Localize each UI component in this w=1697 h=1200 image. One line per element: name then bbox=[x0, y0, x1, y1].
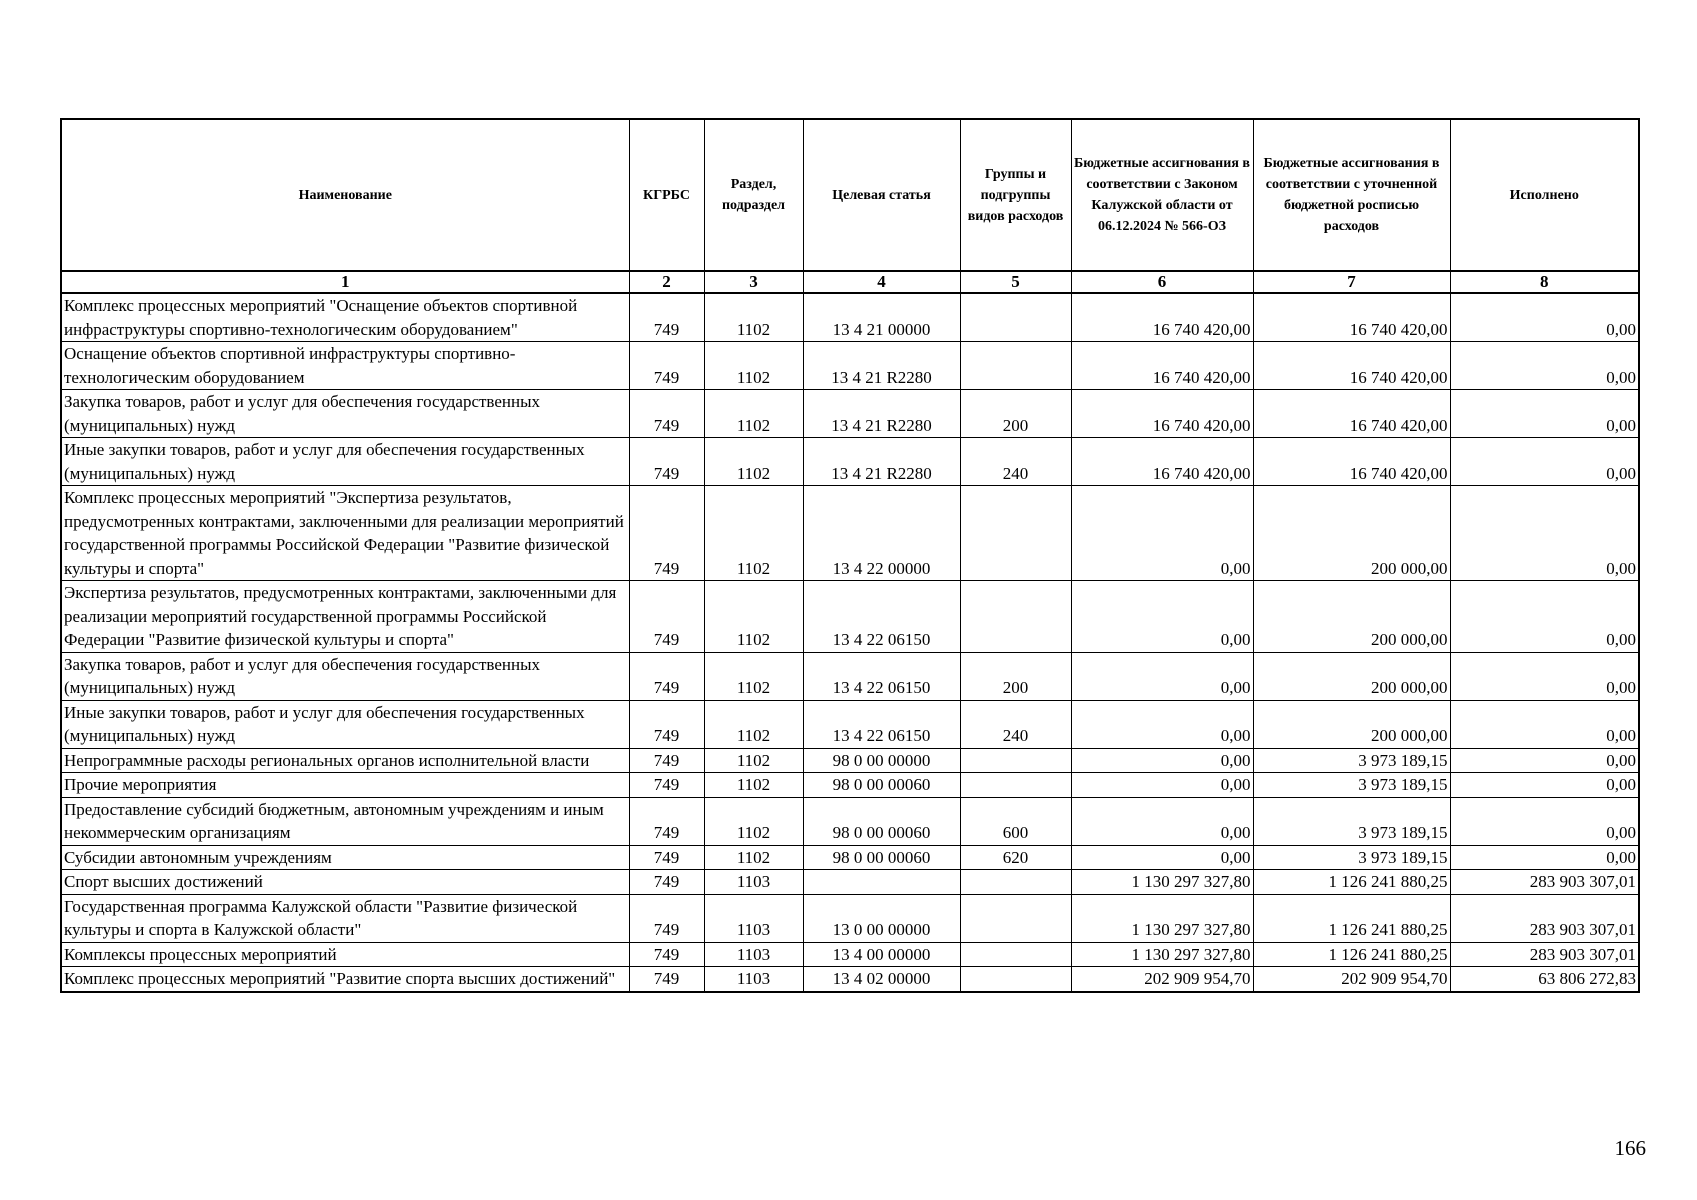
cell-name: Комплекс процессных мероприятий "Оснащение объектов спортивной инфраструктуры спортивно-технологическим оборудованием" bbox=[61, 293, 629, 342]
cell-kgrbs: 749 bbox=[629, 438, 704, 486]
cell-razdel: 1102 bbox=[704, 845, 803, 870]
cell-refined: 3 973 189,15 bbox=[1253, 748, 1450, 773]
cell-executed: 0,00 bbox=[1450, 342, 1639, 390]
cell-kgrbs: 749 bbox=[629, 700, 704, 748]
cell-name: Субсидии автономным учреждениям bbox=[61, 845, 629, 870]
cell-statya: 98 0 00 00060 bbox=[803, 773, 960, 798]
cell-razdel: 1103 bbox=[704, 894, 803, 942]
cell-refined: 3 973 189,15 bbox=[1253, 797, 1450, 845]
cell-statya: 13 4 02 00000 bbox=[803, 967, 960, 992]
column-number: 8 bbox=[1450, 271, 1639, 293]
column-number: 1 bbox=[61, 271, 629, 293]
cell-executed: 0,00 bbox=[1450, 797, 1639, 845]
cell-statya: 13 4 21 R2280 bbox=[803, 390, 960, 438]
cell-refined: 202 909 954,70 bbox=[1253, 967, 1450, 992]
cell-vid: 200 bbox=[960, 390, 1071, 438]
cell-vid: 600 bbox=[960, 797, 1071, 845]
cell-name: Непрограммные расходы региональных органов исполнительной власти bbox=[61, 748, 629, 773]
cell-razdel: 1102 bbox=[704, 748, 803, 773]
cell-razdel: 1102 bbox=[704, 293, 803, 342]
cell-razdel: 1102 bbox=[704, 652, 803, 700]
cell-executed: 63 806 272,83 bbox=[1450, 967, 1639, 992]
cell-kgrbs: 749 bbox=[629, 942, 704, 967]
cell-razdel: 1102 bbox=[704, 390, 803, 438]
column-number: 6 bbox=[1071, 271, 1253, 293]
header-kgrbs: КГРБС bbox=[629, 119, 704, 271]
cell-vid bbox=[960, 486, 1071, 581]
header-executed: Исполнено bbox=[1450, 119, 1639, 271]
cell-vid bbox=[960, 581, 1071, 653]
cell-vid bbox=[960, 870, 1071, 895]
column-number-row bbox=[61, 271, 1639, 293]
cell-executed: 0,00 bbox=[1450, 748, 1639, 773]
header-name: Наименование bbox=[61, 119, 629, 271]
cell-razdel: 1103 bbox=[704, 967, 803, 992]
header-row bbox=[61, 119, 1639, 271]
cell-razdel: 1102 bbox=[704, 581, 803, 653]
cell-law: 1 130 297 327,80 bbox=[1071, 942, 1253, 967]
cell-statya: 98 0 00 00060 bbox=[803, 845, 960, 870]
cell-name: Предоставление субсидий бюджетным, автономным учреждениям и иным некоммерческим организациям bbox=[61, 797, 629, 845]
cell-refined: 16 740 420,00 bbox=[1253, 390, 1450, 438]
cell-executed: 0,00 bbox=[1450, 581, 1639, 653]
cell-kgrbs: 749 bbox=[629, 967, 704, 992]
cell-executed: 0,00 bbox=[1450, 773, 1639, 798]
cell-refined: 16 740 420,00 bbox=[1253, 438, 1450, 486]
cell-vid bbox=[960, 342, 1071, 390]
budget-table-container bbox=[60, 118, 1638, 993]
cell-vid bbox=[960, 894, 1071, 942]
cell-executed: 0,00 bbox=[1450, 652, 1639, 700]
cell-law: 0,00 bbox=[1071, 797, 1253, 845]
cell-refined: 200 000,00 bbox=[1253, 486, 1450, 581]
table-row bbox=[61, 773, 1639, 798]
cell-vid bbox=[960, 748, 1071, 773]
cell-name: Прочие мероприятия bbox=[61, 773, 629, 798]
cell-kgrbs: 749 bbox=[629, 773, 704, 798]
cell-vid: 620 bbox=[960, 845, 1071, 870]
cell-statya: 13 4 00 00000 bbox=[803, 942, 960, 967]
cell-statya: 13 4 21 00000 bbox=[803, 293, 960, 342]
column-number: 4 bbox=[803, 271, 960, 293]
cell-statya: 13 0 00 00000 bbox=[803, 894, 960, 942]
cell-razdel: 1102 bbox=[704, 342, 803, 390]
cell-name: Оснащение объектов спортивной инфраструктуры спортивно-технологическим оборудованием bbox=[61, 342, 629, 390]
table-row bbox=[61, 700, 1639, 748]
cell-executed: 0,00 bbox=[1450, 700, 1639, 748]
cell-name: Закупка товаров, работ и услуг для обеспечения государственных (муниципальных) нужд bbox=[61, 652, 629, 700]
cell-statya: 98 0 00 00000 bbox=[803, 748, 960, 773]
cell-executed: 0,00 bbox=[1450, 438, 1639, 486]
cell-executed: 0,00 bbox=[1450, 845, 1639, 870]
cell-refined: 3 973 189,15 bbox=[1253, 773, 1450, 798]
cell-razdel: 1102 bbox=[704, 700, 803, 748]
cell-kgrbs: 749 bbox=[629, 390, 704, 438]
table-row bbox=[61, 581, 1639, 653]
cell-refined: 1 126 241 880,25 bbox=[1253, 870, 1450, 895]
cell-razdel: 1102 bbox=[704, 773, 803, 798]
cell-kgrbs: 749 bbox=[629, 486, 704, 581]
cell-law: 0,00 bbox=[1071, 581, 1253, 653]
cell-law: 16 740 420,00 bbox=[1071, 438, 1253, 486]
table-row bbox=[61, 342, 1639, 390]
table-row bbox=[61, 870, 1639, 895]
cell-executed: 283 903 307,01 bbox=[1450, 894, 1639, 942]
cell-razdel: 1102 bbox=[704, 797, 803, 845]
cell-name: Закупка товаров, работ и услуг для обеспечения государственных (муниципальных) нужд bbox=[61, 390, 629, 438]
cell-refined: 1 126 241 880,25 bbox=[1253, 894, 1450, 942]
cell-name: Иные закупки товаров, работ и услуг для обеспечения государственных (муниципальных) нужд bbox=[61, 700, 629, 748]
cell-kgrbs: 749 bbox=[629, 845, 704, 870]
cell-vid: 240 bbox=[960, 438, 1071, 486]
column-number: 3 bbox=[704, 271, 803, 293]
header-law: Бюджетные ассигнования в соответствии с Законом Калужской области от 06.12.2024 № 566-ОЗ bbox=[1071, 119, 1253, 271]
cell-razdel: 1103 bbox=[704, 942, 803, 967]
cell-vid bbox=[960, 773, 1071, 798]
cell-razdel: 1103 bbox=[704, 870, 803, 895]
cell-executed: 0,00 bbox=[1450, 293, 1639, 342]
table-row bbox=[61, 967, 1639, 992]
cell-refined: 200 000,00 bbox=[1253, 700, 1450, 748]
budget-table bbox=[60, 118, 1640, 993]
cell-kgrbs: 749 bbox=[629, 581, 704, 653]
table-body bbox=[61, 293, 1639, 992]
cell-law: 0,00 bbox=[1071, 700, 1253, 748]
column-number: 5 bbox=[960, 271, 1071, 293]
cell-statya: 13 4 22 06150 bbox=[803, 652, 960, 700]
cell-law: 0,00 bbox=[1071, 748, 1253, 773]
cell-name: Государственная программа Калужской области "Развитие физической культуры и спорта в Калужской области" bbox=[61, 894, 629, 942]
table-row bbox=[61, 652, 1639, 700]
page-number: 166 bbox=[1614, 1136, 1646, 1160]
cell-law: 0,00 bbox=[1071, 773, 1253, 798]
cell-razdel: 1102 bbox=[704, 486, 803, 581]
cell-law: 16 740 420,00 bbox=[1071, 342, 1253, 390]
cell-vid bbox=[960, 967, 1071, 992]
cell-kgrbs: 749 bbox=[629, 870, 704, 895]
cell-refined: 200 000,00 bbox=[1253, 652, 1450, 700]
cell-kgrbs: 749 bbox=[629, 894, 704, 942]
cell-executed: 0,00 bbox=[1450, 486, 1639, 581]
cell-vid bbox=[960, 942, 1071, 967]
cell-kgrbs: 749 bbox=[629, 342, 704, 390]
cell-vid: 240 bbox=[960, 700, 1071, 748]
cell-kgrbs: 749 bbox=[629, 748, 704, 773]
cell-name: Комплекс процессных мероприятий "Развитие спорта высших достижений" bbox=[61, 967, 629, 992]
cell-law: 1 130 297 327,80 bbox=[1071, 870, 1253, 895]
cell-name: Комплексы процессных мероприятий bbox=[61, 942, 629, 967]
cell-law: 1 130 297 327,80 bbox=[1071, 894, 1253, 942]
table-row bbox=[61, 293, 1639, 342]
cell-name: Иные закупки товаров, работ и услуг для обеспечения государственных (муниципальных) нужд bbox=[61, 438, 629, 486]
table-row bbox=[61, 797, 1639, 845]
cell-executed: 283 903 307,01 bbox=[1450, 870, 1639, 895]
cell-name: Экспертиза результатов, предусмотренных контрактами, заключенными для реализации мероприятий государственной программы Российской Федерации "Развитие физической культуры и спорта" bbox=[61, 581, 629, 653]
cell-kgrbs: 749 bbox=[629, 797, 704, 845]
cell-executed: 0,00 bbox=[1450, 390, 1639, 438]
column-number: 2 bbox=[629, 271, 704, 293]
cell-refined: 1 126 241 880,25 bbox=[1253, 942, 1450, 967]
cell-law: 16 740 420,00 bbox=[1071, 293, 1253, 342]
header-refined: Бюджетные ассигнования в соответствии с уточненной бюджетной росписью расходов bbox=[1253, 119, 1450, 271]
cell-statya: 98 0 00 00060 bbox=[803, 797, 960, 845]
table-row bbox=[61, 390, 1639, 438]
column-number: 7 bbox=[1253, 271, 1450, 293]
cell-statya: 13 4 22 00000 bbox=[803, 486, 960, 581]
cell-statya: 13 4 22 06150 bbox=[803, 581, 960, 653]
cell-statya: 13 4 21 R2280 bbox=[803, 342, 960, 390]
header-statya: Целевая статья bbox=[803, 119, 960, 271]
cell-refined: 16 740 420,00 bbox=[1253, 293, 1450, 342]
cell-law: 0,00 bbox=[1071, 486, 1253, 581]
cell-executed: 283 903 307,01 bbox=[1450, 942, 1639, 967]
table-row bbox=[61, 438, 1639, 486]
cell-statya: 13 4 21 R2280 bbox=[803, 438, 960, 486]
cell-vid bbox=[960, 293, 1071, 342]
cell-kgrbs: 749 bbox=[629, 293, 704, 342]
cell-statya bbox=[803, 870, 960, 895]
cell-name: Комплекс процессных мероприятий "Экспертиза результатов, предусмотренных контрактами, заключенными для реализации мероприятий государственной программы Российской Федерации "Развитие физической культуры и спорта" bbox=[61, 486, 629, 581]
cell-law: 16 740 420,00 bbox=[1071, 390, 1253, 438]
cell-statya: 13 4 22 06150 bbox=[803, 700, 960, 748]
cell-name: Спорт высших достижений bbox=[61, 870, 629, 895]
cell-kgrbs: 749 bbox=[629, 652, 704, 700]
table-row bbox=[61, 942, 1639, 967]
cell-razdel: 1102 bbox=[704, 438, 803, 486]
cell-law: 0,00 bbox=[1071, 845, 1253, 870]
table-row bbox=[61, 748, 1639, 773]
header-vid: Группы и подгруппы видов расходов bbox=[960, 119, 1071, 271]
table-row bbox=[61, 894, 1639, 942]
cell-law: 202 909 954,70 bbox=[1071, 967, 1253, 992]
cell-refined: 200 000,00 bbox=[1253, 581, 1450, 653]
cell-refined: 16 740 420,00 bbox=[1253, 342, 1450, 390]
header-razdel: Раздел, подраздел bbox=[704, 119, 803, 271]
cell-refined: 3 973 189,15 bbox=[1253, 845, 1450, 870]
table-row bbox=[61, 486, 1639, 581]
cell-law: 0,00 bbox=[1071, 652, 1253, 700]
table-row bbox=[61, 845, 1639, 870]
cell-vid: 200 bbox=[960, 652, 1071, 700]
